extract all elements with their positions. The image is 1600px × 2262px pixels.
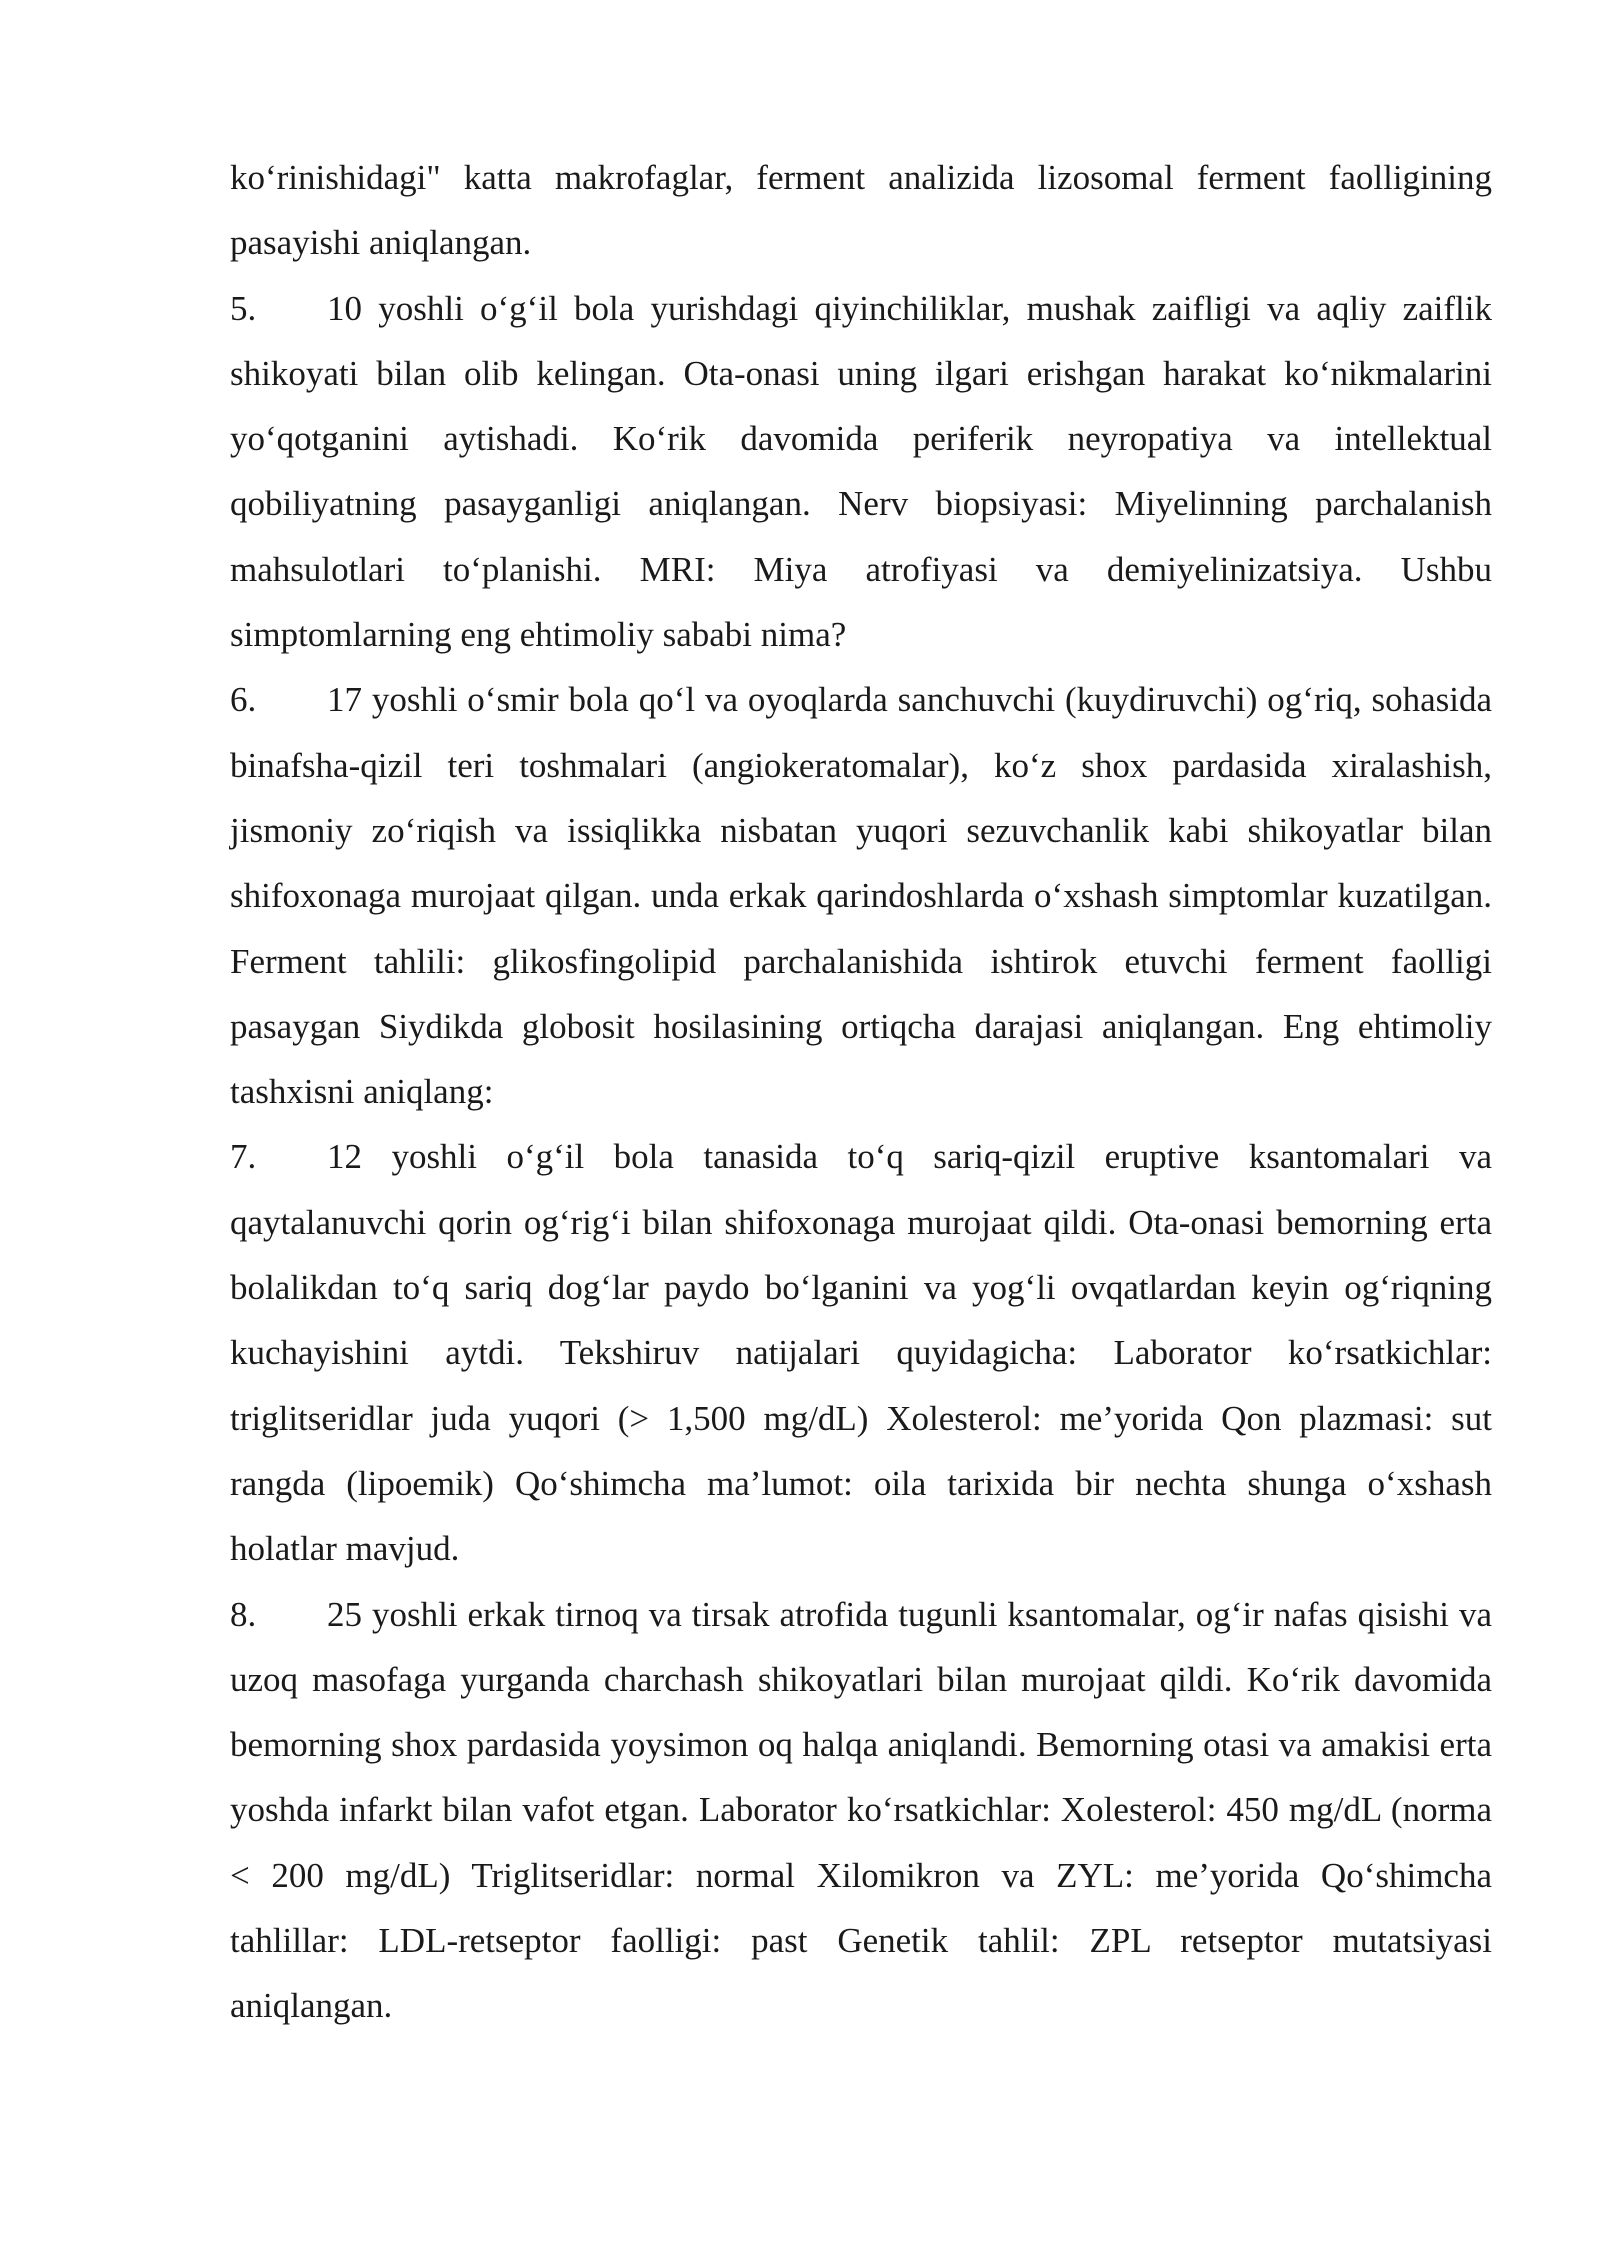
question-text: 17 yoshli o‘smir bola qo‘l va oyoqlarda sanchuvchi (kuydiruvchi) og‘riq, sohasida binafsha-qizil teri toshmalari (angiokeratomalar), ko‘z shox pardasida xiralashish, jismoniy zo‘riqish va issiqlikka nisbatan yuqori sezuvchanlik kabi shikoyatlar bilan shifoxonaga murojaat qilgan. unda erkak qarindoshlarda o‘xshash simptomlar kuzatilgan. Ferment tahlili: glikosfingolipid parchalanishida ishtirok etuvchi ferment faolligi pasaygan Siydikda globosit hosilasining ortiqcha darajasi aniqlangan. Eng ehtimoliy tashxisni aniqlang: bbox=[230, 680, 1492, 1112]
question-text: 12 yoshli o‘g‘il bola tanasida to‘q sariq-qizil eruptive ksantomalari va qaytalanuvchi qorin og‘rig‘i bilan shifoxonaga murojaat qildi. Ota-onasi bemorning erta bolalikdan to‘q sariq dog‘lar paydo bo‘lganini va yog‘li ovqatlardan keyin og‘riqning kuchayishini aytdi. Tekshiruv natijalari quyidagicha: Laborator ko‘rsatkichlar: triglitseridlar juda yuqori (> 1,500 mg/dL) Xolesterol: me’yorida Qon plazmasi: sut rangda (lipoemik) Qo‘shimcha ma’lumot: oila tarixida bir nechta shunga o‘xshash holatlar mavjud. bbox=[230, 1137, 1492, 1569]
document-body bbox=[230, 145, 1492, 2039]
question-item-7 bbox=[230, 1124, 1492, 1581]
question-item-8 bbox=[230, 1582, 1492, 2039]
continuation-paragraph bbox=[230, 145, 1492, 276]
question-number: 7. bbox=[230, 1137, 257, 1177]
question-text: 25 yoshli erkak tirnoq va tirsak atrofida tugunli ksantomalar, og‘ir nafas qisishi va uzoq masofaga yurganda charchash shikoyatlari bilan murojaat qildi. Ko‘rik davomida bemorning shox pardasida yoysimon oq halqa aniqlandi. Bemorning otasi va amakisi erta yoshda infarkt bilan vafot etgan. Laborator ko‘rsatkichlar: Xolesterol: 450 mg/dL (norma < 200 mg/dL) Triglitseridlar: normal Xilomikron va ZYL: me’yorida Qo‘shimcha tahlillar: LDL-retseptor faolligi: past Genetik tahlil: ZPL retseptor mutatsiyasi aniqlangan. bbox=[230, 1594, 1492, 2026]
question-text: 10 yoshli o‘g‘il bola yurishdagi qiyinchiliklar, mushak zaifligi va aqliy zaiflik shikoyati bilan olib kelingan. Ota-onasi uning ilgari erishgan harakat ko‘nikmalarini yo‘qotganini aytishadi. Ko‘rik davomida periferik neyropatiya va intellektual qobiliyatning pasayganligi aniqlangan. Nerv biopsiyasi: Miyelinning parchalanish mahsulotlari to‘planishi. MRI: Miya atrofiyasi va demiyelinizatsiya. Ushbu simptomlarning eng ehtimoliy sababi nima? bbox=[230, 288, 1492, 655]
question-number: 6. bbox=[230, 680, 257, 720]
question-item-6 bbox=[230, 667, 1492, 1124]
question-item-5 bbox=[230, 276, 1492, 668]
continuation-text: ko‘rinishidagi" katta makrofaglar, ferment analizida lizosomal ferment faolligining pasayishi aniqlangan. bbox=[230, 158, 1492, 263]
question-number: 8. bbox=[230, 1594, 257, 1634]
question-number: 5. bbox=[230, 288, 257, 328]
